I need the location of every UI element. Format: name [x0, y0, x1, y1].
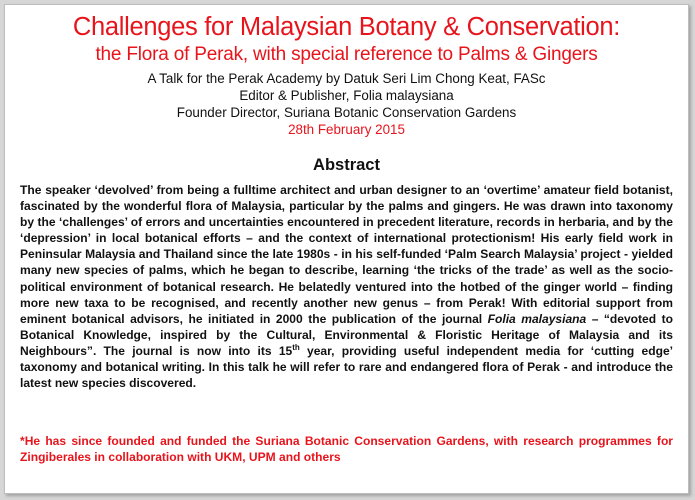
abstract-text-part-a: The speaker ‘devolved’ from being a fulltime architect and urban designer to an ‘overtime’ amateur field botanist, fascinated by the wonderful flora of Malaysia, particular by the palms and gingers. He was drawn into taxonomy by the ‘challenges’ of errors and uncertainties encountered in precedent literature, records in herbaria, and by the ‘depression’ in local botanical efforts – and the context of international protectionism! His early field work in Peninsular Malaysia and Thailand since the late 1980s - in his self-funded ‘Palm Search Malaysia’ project - yielded many new species of palms, which he began to describe, learning ‘the tricks of the trade’ as well as the socio-political environment of botanical research. He belatedly ventured into the hotbed of the ginger world – finding more new taxa to be recognised, and recently another new genus – from Perak! With editorial support from eminent botanical advisors, he initiated in 2000 the publication of the journal — [20, 183, 673, 326]
talk-subtitle: the Flora of Perak, with special reference to Palms & Gingers — [95, 44, 598, 65]
footnote: *He has since founded and funded the Suriana Botanic Conservation Gardens, with research programmes for Zingiberales in collaboration with UKM, UPM and others — [20, 434, 673, 465]
abstract-text-part-c: year, providing useful independent media for ‘cutting edge’ taxonomy and botanical writing. In this talk he will refer to rare and endangered flora of Perak - and introduce the latest new species discovered. — [20, 343, 673, 391]
flyer-panel — [4, 4, 689, 494]
speaker-line: A Talk for the Perak Academy by Datuk Seri Lim Chong Keat, FASc — [147, 71, 546, 86]
founder-line: Founder Director, Suriana Botanic Conservation Gardens — [176, 105, 517, 120]
talk-date: 28th February 2015 — [288, 122, 405, 137]
talk-title: Challenges for Malaysian Botany & Conservation: — [72, 13, 621, 41]
ordinal-suffix: th — [292, 342, 300, 352]
abstract-heading: Abstract — [313, 156, 380, 174]
journal-name: Folia malaysiana — [487, 311, 587, 326]
abstract-text-part-b: – “devoted to Botanical Knowledge, inspired by the Cultural, Environmental & Floristic Heritage of Malaysia and its Neighbours”. The journal is now into its 15 — [20, 311, 673, 358]
editor-line: Editor & Publisher, Folia malaysiana — [239, 88, 454, 103]
abstract-body — [20, 182, 673, 391]
